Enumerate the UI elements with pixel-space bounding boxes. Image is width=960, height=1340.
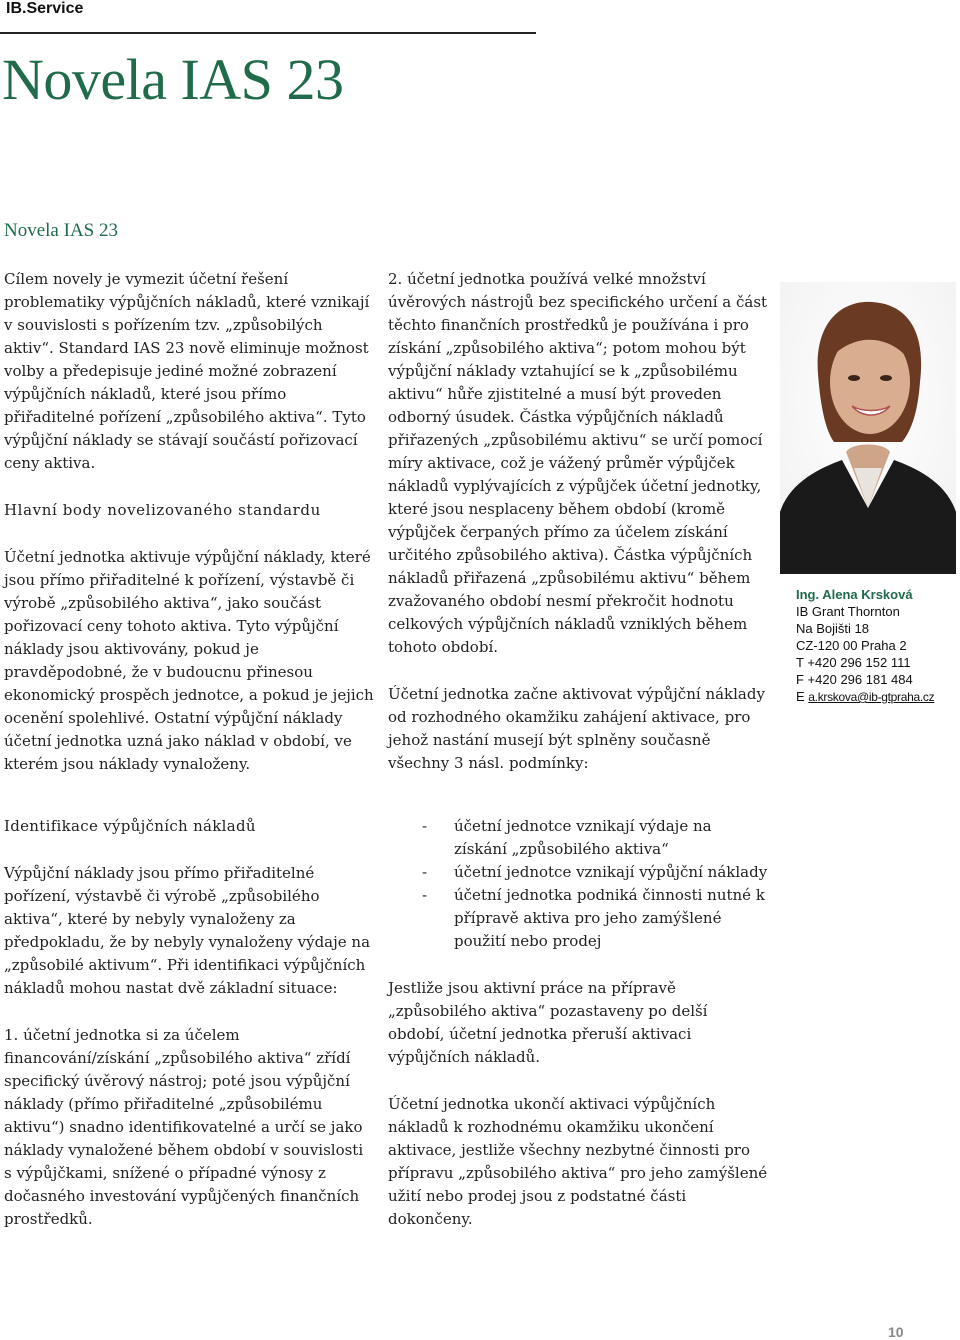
list-dash: - <box>422 886 428 904</box>
list-item-text: účetní jednotka podniká činnosti nutné k přípravě aktiva pro jeho zamýšlené použití nebo prodej <box>454 886 765 950</box>
suspension-paragraph: Jestliže jsou aktivní práce na přípravě „způsobilého aktiva“ pozastaveny po delší období, účetní jednotka přeruší aktivaci výpůjčních nákladů. <box>388 979 708 1066</box>
situation-one-paragraph: 1. účetní jednotka si za účelem financování/získání „způsobilého aktiva“ zřídí specifický úvěrový nástroj; poté jsou výpůjční náklady (přímo přiřaditelné „způsobilému aktivu“) snadno identifikovatelné a určí se jako náklady vynaložené během období v souvislosti s výpůjčkami, snížené o případné výnosy z dočasného investování vypůjčených finančních prostředků. <box>4 1026 364 1228</box>
list-dash: - <box>422 817 428 835</box>
list-item <box>388 815 768 861</box>
contact-email-link[interactable]: a.krskova@ib-gtpraha.cz <box>808 690 935 704</box>
person-portrait-icon <box>780 282 956 574</box>
email-prefix: E <box>796 689 805 704</box>
activation-start-paragraph: Účetní jednotka začne aktivovat výpůjční náklady od rozhodného okamžiku zahájení aktivace, pro jehož nastání musejí být splněny současně všechny 3 násl. podmínky: <box>388 685 765 772</box>
main-points-paragraph: Účetní jednotka aktivuje výpůjční náklady, které jsou přímo přiřaditelné k pořízení, výstavbě či výrobě „způsobilého aktiva“, jako součást pořizovací ceny tohoto aktiva. Tyto výpůjční náklady jsou aktivovány, pokud je pravděpodobné, že v budoucnu přinesou ekonomický prospěch jednotce, a pokud je jejich ocenění spolehlivé. Ostatní výpůjční náklady účetní jednotka uzná jako náklad v období, ve kterém jsou náklady vynaloženy. <box>4 548 374 773</box>
list-item <box>388 884 768 953</box>
contact-card <box>796 586 960 706</box>
contact-name: Ing. Alena Krsková <box>796 587 913 602</box>
right-column-bottom <box>388 815 768 1231</box>
conditions-list <box>388 815 768 953</box>
cessation-paragraph: Účetní jednotka ukončí aktivaci výpůjčních nákladů k rozhodnému okamžiku ukončení aktivace, jestliže všechny nezbytné činnosti pro přípravu „způsobilého aktiva“ pro jeho zamýšlené užití nebo prodej jsou z podstatné části dokončeny. <box>388 1095 768 1228</box>
brand-label: IB.Service <box>6 0 84 17</box>
contact-company: IB Grant Thornton <box>796 604 900 619</box>
author-photo <box>780 282 956 574</box>
contact-fax: F +420 296 181 484 <box>796 672 913 687</box>
left-column-top <box>4 268 374 776</box>
intro-paragraph: Cílem novely je vymezit účetní řešení problematiky výpůjčních nákladů, které vznikají v souvislosti s pořízením tzv. „způsobilých aktiv“. Standard IAS 23 nově eliminuje možnost volby a předepisuje jediné možné zobrazení výpůjčních nákladů, které jsou přímo přiřaditelné pořízení „způsobilého aktiva“. Tyto výpůjční náklady se stávají součástí pořizovací ceny aktiva. <box>4 270 370 472</box>
list-item <box>388 861 768 884</box>
situation-two-paragraph: 2. účetní jednotka používá velké množství úvěrových nástrojů bez specifického určení a část těchto finančních prostředků je používána i pro získání „způsobilého aktiva“; potom mohou být výpůjční náklady vztahující se k „způsobilému aktivu“ hůře zjistitelné a musí být proveden odborný úsudek. Částka výpůjčních nákladů přiřazených „způsobilému aktivu“ se určí pomocí míry aktivace, což je vážený průměr výpůjček nákladů vyplývajících z výpůjček účetní jednotky, které jsou nesplaceny během období (kromě výpůjček čerpaných přímo za účelem získání určitého způsobilého aktiva). Částka výpůjčních nákladů přiřazená „způsobilému aktivu“ během zvažovaného období nesmí překročit hodnotu celkových výpůjčních nákladů vzniklých během tohoto období. <box>388 270 768 656</box>
page-title: Novela IAS 23 <box>2 47 344 112</box>
contact-email-line <box>796 688 960 706</box>
main-points-heading: Hlavní body novelizovaného standardu <box>4 501 321 519</box>
identification-paragraph: Výpůjční náklady jsou přímo přiřaditelné pořízení, výstavbě či výrobě „způsobilého aktiva“, které by nebyly vynaloženy za předpokladu, že by nebyly vynaloženy výdaje na „způsobilé aktivum“. Při identifikaci výpůjčních nákladů mohou nastat dvě základní situace: <box>4 864 371 997</box>
page-number: 10 <box>888 1324 904 1340</box>
left-column-bottom <box>4 815 374 1231</box>
section-title: Novela IAS 23 <box>4 220 118 241</box>
contact-city: CZ-120 00 Praha 2 <box>796 638 907 653</box>
list-dash: - <box>422 863 428 881</box>
list-item-text: účetní jednotce vznikají výpůjční náklady <box>454 863 768 881</box>
contact-street: Na Bojišti 18 <box>796 621 869 636</box>
header-divider <box>0 32 536 34</box>
contact-phone: T +420 296 152 111 <box>796 655 911 670</box>
identification-heading: Identifikace výpůjčních nákladů <box>4 817 256 835</box>
list-item-text: účetní jednotce vznikají výdaje na získání „způsobilého aktiva“ <box>454 817 712 858</box>
right-column-top <box>388 268 768 775</box>
